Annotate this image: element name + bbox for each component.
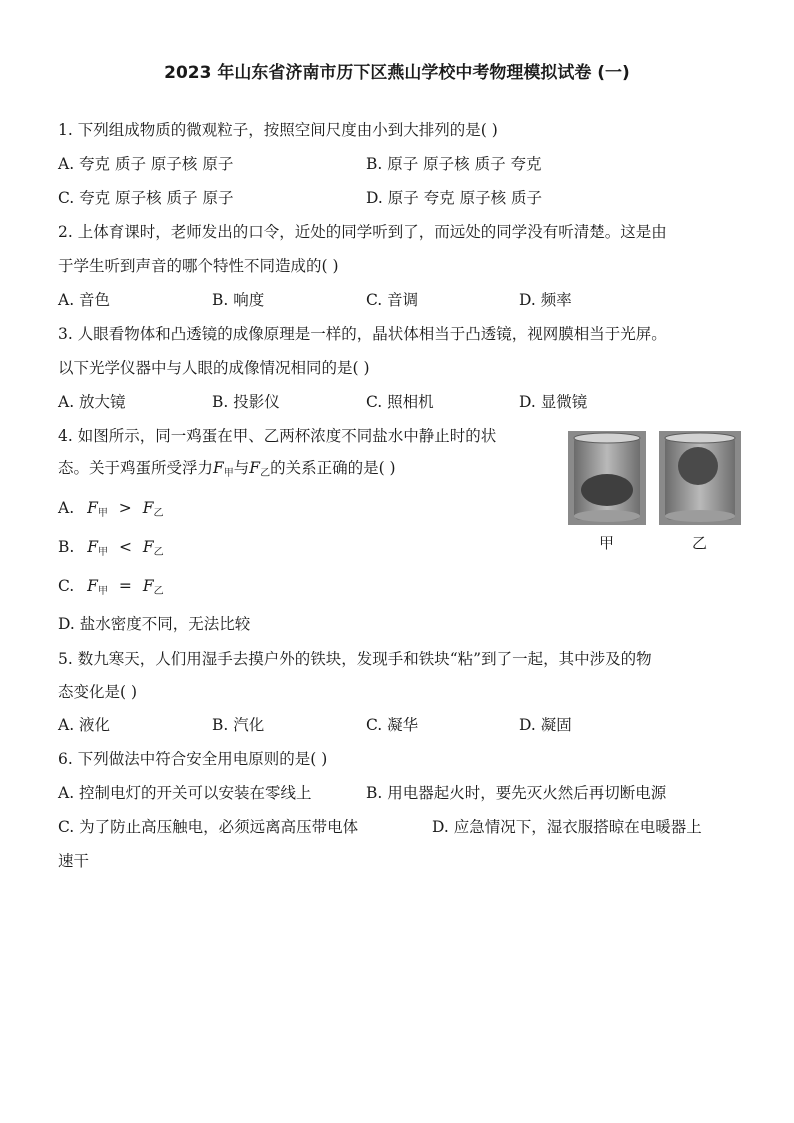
q4-stem-line1: 4. 如图所示，同一鸡蛋在甲、乙两杯浓度不同盐水中静止时的状 [58,427,497,445]
q4-option-d: D. 盐水密度不同，无法比较 [58,615,251,633]
q6-stem: 6. 下列做法中符合安全用电原则的是( ) [58,750,328,768]
beaker-figure [565,428,745,554]
q1-option-a: A. 夸克 质子 原子核 原子 [58,155,234,173]
q3-option-a: A. 放大镜 [58,393,126,411]
q1-stem: 1. 下列组成物质的微观粒子，按照空间尺度由小到大排列的是( ) [58,121,498,139]
q4-stem-text-a: 态。关于鸡蛋所受浮力 [58,459,214,477]
q6-option-a: A. 控制电灯的开关可以安装在零线上 [58,784,312,802]
q4-stem-line2 [58,458,396,484]
q2-option-c: C. 音调 [366,291,419,309]
q3-option-c: C. 照相机 [366,393,434,411]
q6-option-b: B. 用电器起火时，要先灭火然后再切断电源 [366,784,667,802]
q2-option-b: B. 响度 [212,291,265,309]
q4-option-b: B. $F_甲 < F_乙$ [58,538,164,558]
q2-option-a: A. 音色 [58,291,111,309]
q1-option-b: B. 原子 原子核 质子 夸克 [366,155,542,173]
beaker-illustration [565,428,745,528]
q5-option-a: A. 液化 [58,716,111,734]
q1-option-c: C. 夸克 原子核 质子 原子 [58,189,234,207]
q2-stem-line2: 于学生听到声音的哪个特性不同造成的( ) [58,257,339,275]
q4-option-c: C. $F_甲 = F_乙$ [58,577,164,597]
q5-option-c: C. 凝华 [366,716,419,734]
egg-yi [678,447,718,485]
q6-option-d-line1: D. 应急情况下，湿衣服搭晾在电暖器上 [432,818,702,836]
q3-stem-line1: 3. 人眼看物体和凸透镜的成像原理是一样的，晶状体相当于凸透镜，视网膜相当于光屏。 [58,325,667,343]
q3-option-d: D. 显微镜 [519,393,588,411]
q5-stem-line1: 5. 数九寒天，人们用湿手去摸户外的铁块，发现手和铁块“粘”到了一起，其中涉及的物 [58,650,652,668]
q3-stem-line2: 以下光学仪器中与人眼的成像情况相同的是( ) [58,359,370,377]
f-yi-symbol: $F_乙$ [249,459,271,479]
q6-option-d-line2: 速干 [58,852,90,870]
q5-stem-line2: 态变化是( ) [58,683,138,701]
f-jia-symbol: $F_甲$ [213,459,234,479]
q5-option-d: D. 凝固 [519,716,572,734]
q1-option-d: D. 原子 夸克 原子核 质子 [366,189,543,207]
page-title: 2023 年山东省济南市历下区燕山学校中考物理模拟试卷 (一) [164,63,630,83]
q2-stem-line1: 2. 上体育课时，老师发出的口令，近处的同学听到了，而远处的同学没有听清楚。这是由 [58,223,667,241]
figure-caption-yi: 乙 [692,534,708,552]
q2-option-d: D. 频率 [519,291,572,309]
q4-stem-text-b: 与 [233,459,250,477]
q6-option-c: C. 为了防止高压触电，必须远离高压带电体 [58,818,359,836]
q4-option-a: A. $F_甲 > F_乙$ [58,499,164,519]
figure-caption-jia: 甲 [599,534,615,552]
q5-option-b: B. 汽化 [212,716,265,734]
q3-option-b: B. 投影仪 [212,393,280,411]
egg-jia [581,474,633,506]
q4-stem-text-c: 的关系正确的是( ) [270,459,396,477]
